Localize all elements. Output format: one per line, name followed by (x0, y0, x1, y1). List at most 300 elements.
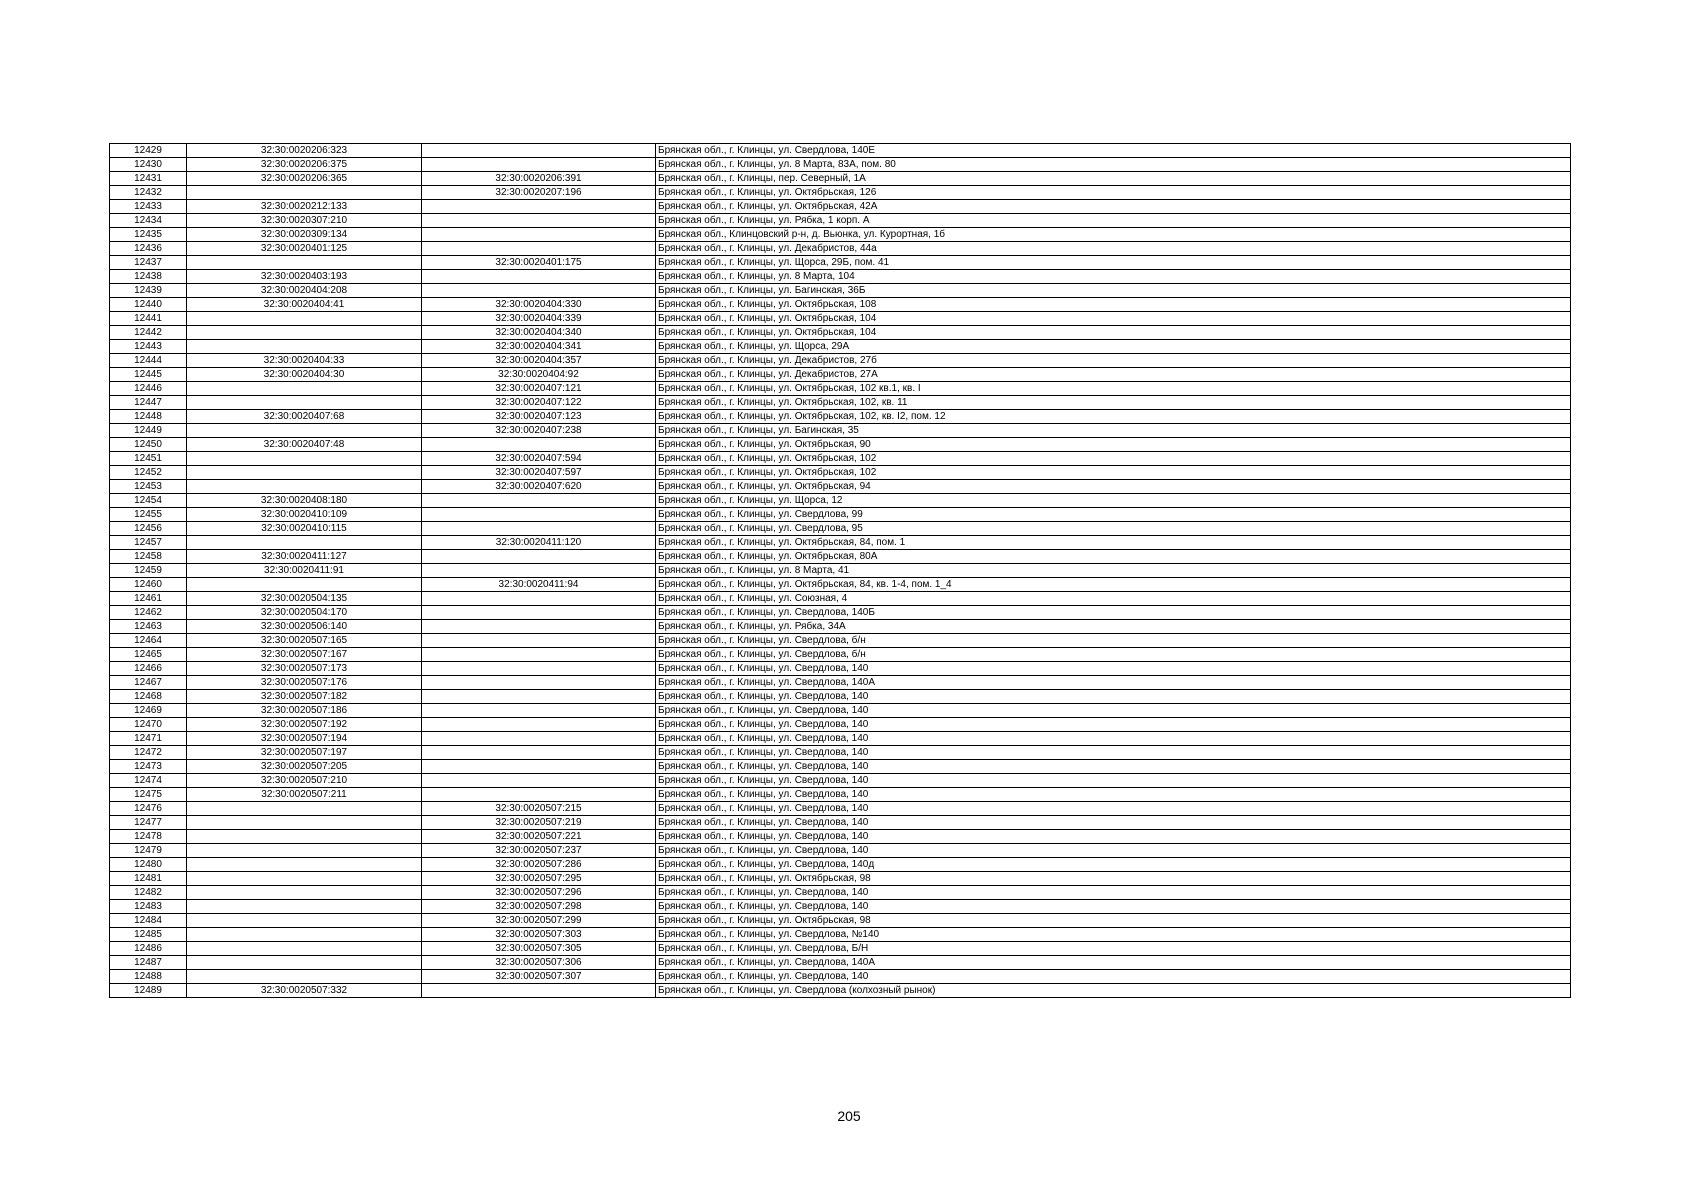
cadastral-number-cell: 32:30:0020507:165 (187, 634, 422, 648)
related-cadastral-number-cell: 32:30:0020404:340 (422, 326, 656, 340)
address-cell: Брянская обл., г. Клинцы, ул. Декабристов, 27А (656, 368, 1571, 382)
related-cadastral-number-cell (422, 158, 656, 172)
related-cadastral-number-cell (422, 494, 656, 508)
address-cell: Брянская обл., г. Клинцы, ул. Свердлова (колхозный рынок) (656, 984, 1571, 998)
table-row (110, 158, 1571, 172)
related-cadastral-number-cell (422, 242, 656, 256)
row-number-cell: 12469 (110, 704, 187, 718)
related-cadastral-number-cell: 32:30:0020407:597 (422, 466, 656, 480)
address-cell: Брянская обл., г. Клинцы, ул. Октябрьская, 104 (656, 312, 1571, 326)
related-cadastral-number-cell (422, 984, 656, 998)
address-cell: Брянская обл., г. Клинцы, ул. Рябка, 1 корп. А (656, 214, 1571, 228)
address-cell: Брянская обл., г. Клинцы, ул. Свердлова, 140 (656, 732, 1571, 746)
row-number-cell: 12475 (110, 788, 187, 802)
related-cadastral-number-cell: 32:30:0020507:299 (422, 914, 656, 928)
cadastral-number-cell: 32:30:0020206:365 (187, 172, 422, 186)
table-row (110, 704, 1571, 718)
address-cell: Брянская обл., г. Клинцы, ул. Свердлова, 140 (656, 900, 1571, 914)
cadastral-number-cell: 32:30:0020404:33 (187, 354, 422, 368)
address-cell: Брянская обл., г. Клинцы, ул. Свердлова, 140 (656, 774, 1571, 788)
table-row (110, 438, 1571, 452)
row-number-cell: 12433 (110, 200, 187, 214)
table-row (110, 200, 1571, 214)
cadastral-number-cell (187, 452, 422, 466)
address-cell: Брянская обл., г. Клинцы, пер. Северный, 1А (656, 172, 1571, 186)
related-cadastral-number-cell: 32:30:0020206:391 (422, 172, 656, 186)
table-row (110, 326, 1571, 340)
row-number-cell: 12463 (110, 620, 187, 634)
row-number-cell: 12436 (110, 242, 187, 256)
address-cell: Брянская обл., г. Клинцы, ул. Октябрьская, 108 (656, 298, 1571, 312)
address-cell: Брянская обл., г. Клинцы, ул. Декабристов, 44а (656, 242, 1571, 256)
table-row (110, 494, 1571, 508)
table-row (110, 746, 1571, 760)
address-cell: Брянская обл., г. Клинцы, ул. Свердлова, 140Е (656, 144, 1571, 158)
cadastral-number-cell: 32:30:0020507:210 (187, 774, 422, 788)
row-number-cell: 12453 (110, 480, 187, 494)
property-table (109, 143, 1571, 998)
cadastral-number-cell: 32:30:0020410:109 (187, 508, 422, 522)
row-number-cell: 12480 (110, 858, 187, 872)
table-row (110, 816, 1571, 830)
cadastral-number-cell (187, 480, 422, 494)
table-row (110, 214, 1571, 228)
table-row (110, 452, 1571, 466)
table-row (110, 424, 1571, 438)
table-row (110, 522, 1571, 536)
cadastral-number-cell (187, 466, 422, 480)
cadastral-number-cell: 32:30:0020507:167 (187, 648, 422, 662)
related-cadastral-number-cell (422, 634, 656, 648)
cadastral-number-cell: 32:30:0020507:173 (187, 662, 422, 676)
cadastral-number-cell: 32:30:0020404:30 (187, 368, 422, 382)
row-number-cell: 12455 (110, 508, 187, 522)
table-row (110, 970, 1571, 984)
row-number-cell: 12432 (110, 186, 187, 200)
row-number-cell: 12441 (110, 312, 187, 326)
address-cell: Брянская обл., г. Клинцы, ул. Свердлова, №140 (656, 928, 1571, 942)
row-number-cell: 12446 (110, 382, 187, 396)
table-row (110, 942, 1571, 956)
row-number-cell: 12474 (110, 774, 187, 788)
row-number-cell: 12438 (110, 270, 187, 284)
table-row (110, 802, 1571, 816)
table-row (110, 270, 1571, 284)
table-row (110, 956, 1571, 970)
row-number-cell: 12477 (110, 816, 187, 830)
address-cell: Брянская обл., г. Клинцы, ул. Октябрьская, 98 (656, 914, 1571, 928)
address-cell: Брянская обл., г. Клинцы, ул. Свердлова, 140 (656, 704, 1571, 718)
cadastral-number-cell (187, 186, 422, 200)
address-cell: Брянская обл., г. Клинцы, ул. Свердлова, 140 (656, 662, 1571, 676)
table-row (110, 550, 1571, 564)
cadastral-number-cell: 32:30:0020507:197 (187, 746, 422, 760)
address-cell: Брянская обл., г. Клинцы, ул. Октябрьская, 42А (656, 200, 1571, 214)
cadastral-number-cell (187, 928, 422, 942)
related-cadastral-number-cell: 32:30:0020411:120 (422, 536, 656, 550)
row-number-cell: 12481 (110, 872, 187, 886)
table-row (110, 648, 1571, 662)
table-row (110, 914, 1571, 928)
related-cadastral-number-cell: 32:30:0020507:295 (422, 872, 656, 886)
address-cell: Брянская обл., г. Клинцы, ул. Октябрьская, 102 (656, 452, 1571, 466)
row-number-cell: 12459 (110, 564, 187, 578)
table-row (110, 508, 1571, 522)
table-row (110, 368, 1571, 382)
related-cadastral-number-cell: 32:30:0020507:237 (422, 844, 656, 858)
address-cell: Брянская обл., г. Клинцы, ул. Свердлова, 140 (656, 690, 1571, 704)
cadastral-number-cell (187, 382, 422, 396)
property-table-container (109, 143, 1570, 998)
row-number-cell: 12445 (110, 368, 187, 382)
row-number-cell: 12450 (110, 438, 187, 452)
table-row (110, 928, 1571, 942)
related-cadastral-number-cell (422, 704, 656, 718)
related-cadastral-number-cell: 32:30:0020507:221 (422, 830, 656, 844)
address-cell: Брянская обл., г. Клинцы, ул. Октябрьская, 90 (656, 438, 1571, 452)
cadastral-number-cell: 32:30:0020507:192 (187, 718, 422, 732)
table-row (110, 844, 1571, 858)
related-cadastral-number-cell: 32:30:0020507:286 (422, 858, 656, 872)
related-cadastral-number-cell: 32:30:0020401:175 (422, 256, 656, 270)
cadastral-number-cell: 32:30:0020504:135 (187, 592, 422, 606)
related-cadastral-number-cell: 32:30:0020507:296 (422, 886, 656, 900)
related-cadastral-number-cell: 32:30:0020407:123 (422, 410, 656, 424)
cadastral-number-cell: 32:30:0020404:41 (187, 298, 422, 312)
row-number-cell: 12464 (110, 634, 187, 648)
address-cell: Брянская обл., г. Клинцы, ул. Октябрьская, 94 (656, 480, 1571, 494)
table-row (110, 536, 1571, 550)
related-cadastral-number-cell (422, 774, 656, 788)
row-number-cell: 12439 (110, 284, 187, 298)
row-number-cell: 12431 (110, 172, 187, 186)
table-row (110, 690, 1571, 704)
table-row (110, 354, 1571, 368)
table-row (110, 466, 1571, 480)
row-number-cell: 12437 (110, 256, 187, 270)
address-cell: Брянская обл., г. Клинцы, ул. Свердлова, 140 (656, 830, 1571, 844)
row-number-cell: 12466 (110, 662, 187, 676)
cadastral-number-cell: 32:30:0020307:210 (187, 214, 422, 228)
related-cadastral-number-cell: 32:30:0020407:121 (422, 382, 656, 396)
row-number-cell: 12462 (110, 606, 187, 620)
table-row (110, 242, 1571, 256)
related-cadastral-number-cell (422, 662, 656, 676)
address-cell: Брянская обл., г. Клинцы, ул. Октябрьская, 84, пом. 1 (656, 536, 1571, 550)
related-cadastral-number-cell: 32:30:0020507:307 (422, 970, 656, 984)
cadastral-number-cell: 32:30:0020507:176 (187, 676, 422, 690)
cadastral-number-cell (187, 942, 422, 956)
table-row (110, 564, 1571, 578)
cadastral-number-cell: 32:30:0020411:127 (187, 550, 422, 564)
table-row (110, 872, 1571, 886)
cadastral-number-cell (187, 914, 422, 928)
address-cell: Брянская обл., г. Клинцы, ул. 8 Марта, 104 (656, 270, 1571, 284)
row-number-cell: 12460 (110, 578, 187, 592)
address-cell: Брянская обл., г. Клинцы, ул. Свердлова, 140 (656, 816, 1571, 830)
row-number-cell: 12449 (110, 424, 187, 438)
related-cadastral-number-cell: 32:30:0020507:215 (422, 802, 656, 816)
related-cadastral-number-cell (422, 522, 656, 536)
table-row (110, 186, 1571, 200)
row-number-cell: 12478 (110, 830, 187, 844)
table-row (110, 984, 1571, 998)
row-number-cell: 12486 (110, 942, 187, 956)
cadastral-number-cell: 32:30:0020410:115 (187, 522, 422, 536)
cadastral-number-cell: 32:30:0020404:208 (187, 284, 422, 298)
related-cadastral-number-cell (422, 718, 656, 732)
address-cell: Брянская обл., г. Клинцы, ул. Октябрьская, 102, кв. 11 (656, 396, 1571, 410)
table-row (110, 620, 1571, 634)
address-cell: Брянская обл., г. Клинцы, ул. Октябрьская, 80А (656, 550, 1571, 564)
row-number-cell: 12458 (110, 550, 187, 564)
row-number-cell: 12473 (110, 760, 187, 774)
address-cell: Брянская обл., г. Клинцы, ул. Октябрьская, 102 (656, 466, 1571, 480)
address-cell: Брянская обл., г. Клинцы, ул. Свердлова, б/н (656, 648, 1571, 662)
row-number-cell: 12461 (110, 592, 187, 606)
related-cadastral-number-cell: 32:30:0020404:92 (422, 368, 656, 382)
address-cell: Брянская обл., г. Клинцы, ул. Октябрьская, 84, кв. 1-4, пом. 1_4 (656, 578, 1571, 592)
table-row (110, 284, 1571, 298)
table-row (110, 144, 1571, 158)
table-row (110, 578, 1571, 592)
cadastral-number-cell: 32:30:0020206:375 (187, 158, 422, 172)
table-row (110, 312, 1571, 326)
cadastral-number-cell (187, 844, 422, 858)
cadastral-number-cell (187, 396, 422, 410)
table-row (110, 774, 1571, 788)
related-cadastral-number-cell (422, 144, 656, 158)
row-number-cell: 12435 (110, 228, 187, 242)
cadastral-number-cell: 32:30:0020504:170 (187, 606, 422, 620)
related-cadastral-number-cell (422, 788, 656, 802)
cadastral-number-cell: 32:30:0020507:186 (187, 704, 422, 718)
address-cell: Брянская обл., г. Клинцы, ул. Декабристов, 27б (656, 354, 1571, 368)
row-number-cell: 12443 (110, 340, 187, 354)
related-cadastral-number-cell: 32:30:0020507:305 (422, 942, 656, 956)
address-cell: Брянская обл., г. Клинцы, ул. Октябрьская, 102 кв.1, кв. I (656, 382, 1571, 396)
row-number-cell: 12454 (110, 494, 187, 508)
address-cell: Брянская обл., г. Клинцы, ул. Октябрьская, 102, кв. I2, пом. 12 (656, 410, 1571, 424)
cadastral-number-cell (187, 858, 422, 872)
table-row (110, 676, 1571, 690)
property-table-body (110, 144, 1571, 998)
related-cadastral-number-cell (422, 690, 656, 704)
table-row (110, 396, 1571, 410)
table-row (110, 606, 1571, 620)
row-number-cell: 12456 (110, 522, 187, 536)
cadastral-number-cell (187, 326, 422, 340)
cadastral-number-cell (187, 900, 422, 914)
address-cell: Брянская обл., г. Клинцы, ул. Свердлова, 140А (656, 676, 1571, 690)
related-cadastral-number-cell: 32:30:0020407:238 (422, 424, 656, 438)
row-number-cell: 12448 (110, 410, 187, 424)
address-cell: Брянская обл., г. Клинцы, ул. Щорса, 29А (656, 340, 1571, 354)
row-number-cell: 12483 (110, 900, 187, 914)
row-number-cell: 12484 (110, 914, 187, 928)
related-cadastral-number-cell (422, 284, 656, 298)
row-number-cell: 12434 (110, 214, 187, 228)
related-cadastral-number-cell: 32:30:0020507:219 (422, 816, 656, 830)
address-cell: Брянская обл., г. Клинцы, ул. Свердлова, 140д (656, 858, 1571, 872)
address-cell: Брянская обл., г. Клинцы, ул. Щорса, 12 (656, 494, 1571, 508)
row-number-cell: 12468 (110, 690, 187, 704)
address-cell: Брянская обл., г. Клинцы, ул. Свердлова, 140Б (656, 606, 1571, 620)
address-cell: Брянская обл., г. Клинцы, ул. Свердлова, 140 (656, 970, 1571, 984)
address-cell: Брянская обл., г. Клинцы, ул. Свердлова, 95 (656, 522, 1571, 536)
related-cadastral-number-cell (422, 550, 656, 564)
address-cell: Брянская обл., Клинцовский р-н, д. Вьюнка, ул. Курортная, 1б (656, 228, 1571, 242)
address-cell: Брянская обл., г. Клинцы, ул. Свердлова, Б/Н (656, 942, 1571, 956)
related-cadastral-number-cell: 32:30:0020404:339 (422, 312, 656, 326)
related-cadastral-number-cell: 32:30:0020407:620 (422, 480, 656, 494)
address-cell: Брянская обл., г. Клинцы, ул. Октябрьская, 98 (656, 872, 1571, 886)
table-row (110, 592, 1571, 606)
row-number-cell: 12482 (110, 886, 187, 900)
related-cadastral-number-cell (422, 606, 656, 620)
row-number-cell: 12451 (110, 452, 187, 466)
cadastral-number-cell (187, 312, 422, 326)
cadastral-number-cell: 32:30:0020411:91 (187, 564, 422, 578)
related-cadastral-number-cell: 32:30:0020404:330 (422, 298, 656, 312)
address-cell: Брянская обл., г. Клинцы, ул. 8 Марта, 83А, пом. 80 (656, 158, 1571, 172)
address-cell: Брянская обл., г. Клинцы, ул. Свердлова, 140 (656, 802, 1571, 816)
address-cell: Брянская обл., г. Клинцы, ул. Свердлова, 140 (656, 718, 1571, 732)
related-cadastral-number-cell: 32:30:0020507:298 (422, 900, 656, 914)
related-cadastral-number-cell (422, 508, 656, 522)
address-cell: Брянская обл., г. Клинцы, ул. Союзная, 4 (656, 592, 1571, 606)
cadastral-number-cell (187, 956, 422, 970)
table-row (110, 662, 1571, 676)
related-cadastral-number-cell (422, 732, 656, 746)
related-cadastral-number-cell: 32:30:0020411:94 (422, 578, 656, 592)
cadastral-number-cell (187, 970, 422, 984)
address-cell: Брянская обл., г. Клинцы, ул. Свердлова, 140 (656, 886, 1571, 900)
cadastral-number-cell (187, 816, 422, 830)
related-cadastral-number-cell: 32:30:0020507:306 (422, 956, 656, 970)
cadastral-number-cell: 32:30:0020206:323 (187, 144, 422, 158)
cadastral-number-cell (187, 872, 422, 886)
row-number-cell: 12444 (110, 354, 187, 368)
table-row (110, 382, 1571, 396)
cadastral-number-cell: 32:30:0020507:332 (187, 984, 422, 998)
table-row (110, 830, 1571, 844)
row-number-cell: 12442 (110, 326, 187, 340)
address-cell: Брянская обл., г. Клинцы, ул. Щорса, 29Б, пом. 41 (656, 256, 1571, 270)
table-row (110, 256, 1571, 270)
row-number-cell: 12485 (110, 928, 187, 942)
cadastral-number-cell: 32:30:0020507:182 (187, 690, 422, 704)
row-number-cell: 12457 (110, 536, 187, 550)
address-cell: Брянская обл., г. Клинцы, ул. Рябка, 34А (656, 620, 1571, 634)
row-number-cell: 12470 (110, 718, 187, 732)
page-number: 205 (837, 1108, 861, 1124)
cadastral-number-cell: 32:30:0020507:211 (187, 788, 422, 802)
cadastral-number-cell: 32:30:0020212:133 (187, 200, 422, 214)
cadastral-number-cell: 32:30:0020407:68 (187, 410, 422, 424)
related-cadastral-number-cell: 32:30:0020404:341 (422, 340, 656, 354)
related-cadastral-number-cell (422, 592, 656, 606)
address-cell: Брянская обл., г. Клинцы, ул. Свердлова, 140 (656, 760, 1571, 774)
related-cadastral-number-cell (422, 564, 656, 578)
table-row (110, 760, 1571, 774)
related-cadastral-number-cell: 32:30:0020207:196 (422, 186, 656, 200)
row-number-cell: 12429 (110, 144, 187, 158)
table-row (110, 788, 1571, 802)
related-cadastral-number-cell (422, 760, 656, 774)
address-cell: Брянская обл., г. Клинцы, ул. Октябрьская, 126 (656, 186, 1571, 200)
table-row (110, 886, 1571, 900)
cadastral-number-cell: 32:30:0020309:134 (187, 228, 422, 242)
table-row (110, 298, 1571, 312)
cadastral-number-cell: 32:30:0020507:205 (187, 760, 422, 774)
table-row (110, 172, 1571, 186)
cadastral-number-cell (187, 886, 422, 900)
related-cadastral-number-cell: 32:30:0020407:122 (422, 396, 656, 410)
cadastral-number-cell (187, 256, 422, 270)
cadastral-number-cell: 32:30:0020507:194 (187, 732, 422, 746)
cadastral-number-cell: 32:30:0020408:180 (187, 494, 422, 508)
table-row (110, 228, 1571, 242)
related-cadastral-number-cell (422, 676, 656, 690)
related-cadastral-number-cell: 32:30:0020404:357 (422, 354, 656, 368)
address-cell: Брянская обл., г. Клинцы, ул. Багинская, 36Б (656, 284, 1571, 298)
related-cadastral-number-cell (422, 648, 656, 662)
related-cadastral-number-cell (422, 438, 656, 452)
address-cell: Брянская обл., г. Клинцы, ул. Свердлова, 140А (656, 956, 1571, 970)
address-cell: Брянская обл., г. Клинцы, ул. Свердлова, 140 (656, 844, 1571, 858)
row-number-cell: 12430 (110, 158, 187, 172)
table-row (110, 340, 1571, 354)
table-row (110, 410, 1571, 424)
table-row (110, 480, 1571, 494)
cadastral-number-cell (187, 340, 422, 354)
row-number-cell: 12489 (110, 984, 187, 998)
related-cadastral-number-cell (422, 746, 656, 760)
address-cell: Брянская обл., г. Клинцы, ул. Октябрьская, 104 (656, 326, 1571, 340)
related-cadastral-number-cell (422, 228, 656, 242)
cadastral-number-cell (187, 578, 422, 592)
cadastral-number-cell (187, 536, 422, 550)
related-cadastral-number-cell (422, 214, 656, 228)
row-number-cell: 12487 (110, 956, 187, 970)
related-cadastral-number-cell (422, 620, 656, 634)
table-row (110, 732, 1571, 746)
row-number-cell: 12472 (110, 746, 187, 760)
row-number-cell: 12488 (110, 970, 187, 984)
table-row (110, 900, 1571, 914)
table-row (110, 858, 1571, 872)
cadastral-number-cell: 32:30:0020506:140 (187, 620, 422, 634)
address-cell: Брянская обл., г. Клинцы, ул. Свердлова, б/н (656, 634, 1571, 648)
address-cell: Брянская обл., г. Клинцы, ул. Свердлова, 99 (656, 508, 1571, 522)
cadastral-number-cell: 32:30:0020403:193 (187, 270, 422, 284)
address-cell: Брянская обл., г. Клинцы, ул. Багинская, 35 (656, 424, 1571, 438)
table-row (110, 634, 1571, 648)
row-number-cell: 12440 (110, 298, 187, 312)
cadastral-number-cell: 32:30:0020407:48 (187, 438, 422, 452)
table-row (110, 718, 1571, 732)
address-cell: Брянская обл., г. Клинцы, ул. Свердлова, 140 (656, 788, 1571, 802)
row-number-cell: 12476 (110, 802, 187, 816)
cadastral-number-cell (187, 830, 422, 844)
related-cadastral-number-cell (422, 270, 656, 284)
row-number-cell: 12452 (110, 466, 187, 480)
row-number-cell: 12471 (110, 732, 187, 746)
row-number-cell: 12465 (110, 648, 187, 662)
address-cell: Брянская обл., г. Клинцы, ул. 8 Марта, 41 (656, 564, 1571, 578)
cadastral-number-cell: 32:30:0020401:125 (187, 242, 422, 256)
